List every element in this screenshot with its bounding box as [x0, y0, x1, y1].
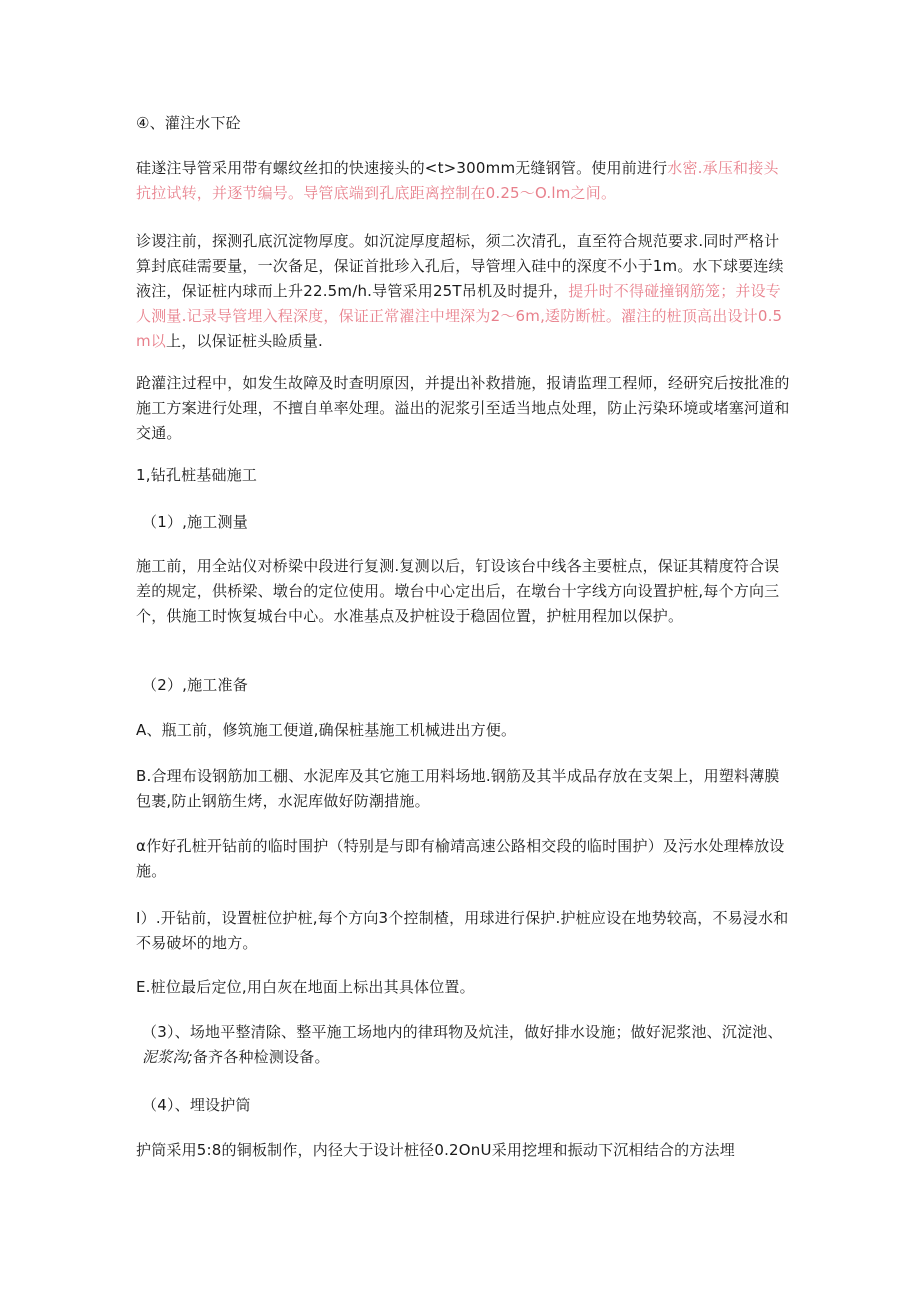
paragraph-item-b	[136, 764, 792, 814]
heading-text: （2）,施工准备	[142, 676, 248, 694]
paragraph-item-d	[136, 906, 792, 956]
heading-preparation	[142, 673, 798, 698]
heading-casing	[142, 1093, 798, 1118]
paragraph-site-leveling	[142, 1020, 792, 1070]
paragraph-text: 硅遂注导管采用带有螺纹丝扣的快速接头的<t>300mm无缝钢管。使用前进行	[136, 159, 668, 177]
heading-text: （1）,施工测量	[142, 513, 248, 531]
paragraph-text: E.桩位最后定位,用白灰在地面上标出其具体位置。	[136, 978, 475, 996]
highlighted-text: 提升时不得碰撞钢筋笼；并设专人测量.记录导管埋入程深度，保证正常濯注中埋深为2〜6m,逶防断桩。濯注的桩顶高出设计0.5m以	[136, 282, 783, 350]
paragraph-item-a	[136, 718, 792, 743]
heading-text: 1,钻孔桩基础施工	[136, 466, 258, 484]
paragraph-casing	[136, 1138, 792, 1163]
paragraph-text: 跄灌注过程中，如发生故障及时查明原因，并提出补救措施，报请监理工程师，经研究后按批准的施工方案进行处理，不擅自单率处理。溢出的泥浆引至适当地点处理，防止污染环境或堵塞河道和交通。	[136, 374, 790, 442]
paragraph-text: α作好孔桩开钻前的临时围护（特别是与即有榆靖高速公路相交段的临时围护）及污水处理棒放设施。	[136, 837, 785, 880]
heading-survey	[142, 510, 798, 535]
paragraph-conduit	[136, 156, 792, 206]
heading-bored-pile	[136, 463, 792, 488]
paragraph-text: I）.开钻前，设置桩位护桩,每个方向3个控制楂，用球进行保护.护桩应设在地势较高，不易浸水和不易破坏的地方。	[136, 909, 789, 952]
paragraph-item-e	[136, 975, 792, 1000]
paragraph-text: 诊谡注前，探测孔底沉淀物厚度。如沉淀厚度超标，须二次清孔，直至符合规范要求.同时严格计算封底硅需要量，一次备足，保证首批珍入孔后，导管埋入硅中的深度不小于1m。水下球要连续液注，保证桩内球而上升22.5m∕h.导管采用25T吊机及时提升，	[136, 232, 784, 300]
paragraph-text: 上，以保证桩头睑质量.	[166, 332, 323, 350]
paragraph-item-c	[136, 834, 792, 884]
paragraph-fault-handling	[136, 371, 792, 446]
paragraph-text: 护筒采用5:8的铜板制作，内径大于设计桩径0.2OnU采用挖埋和振动下沉相结合的方法埋	[136, 1141, 735, 1159]
paragraph-text: （3）、场地平整清除、整平施工场地内的律珥物及炕洼，做好排水设施；做好泥浆池、沉淀池、	[142, 1023, 783, 1041]
heading-text: （4）、埋设护筒	[142, 1096, 251, 1114]
heading-underwater-concrete	[136, 111, 792, 136]
paragraph-pour-procedure	[136, 229, 792, 354]
highlighted-text: 水密.承压和接头抗拉试转，并逐节编号。导管底端到孔底距离控制在0.25〜O.lm之间。	[136, 159, 779, 202]
italic-text: 泥浆沟;	[142, 1048, 193, 1066]
paragraph-text: B.合理布设钢筋加工棚、水泥库及其它施工用料场地.钢筋及其半成品存放在支架上，用塑料薄膜包裹,防止钢筋生烤，水泥库做好防潮措施。	[136, 767, 780, 810]
paragraph-text: 施工前，用全站仪对桥梁中段进行复测.复测以后，钉设该台中线各主要桩点，保证其精度符合误差的规定，供桥梁、墩台的定位使用。墩台中心定出后，在墩台十字线方向设置护桩,每个方向三个，供施工时恢复城台中心。水准基点及护桩设于稳固位置，护桩用程加以保护。	[136, 557, 780, 625]
paragraph-text: A、瓶工前，修筑施工便道,确保桩基施工机械进出方便。	[136, 721, 517, 739]
paragraph-text: 备齐各种检测设备。	[192, 1048, 330, 1066]
heading-text: ④、灌注水下砼	[136, 114, 241, 132]
paragraph-survey	[136, 554, 792, 629]
